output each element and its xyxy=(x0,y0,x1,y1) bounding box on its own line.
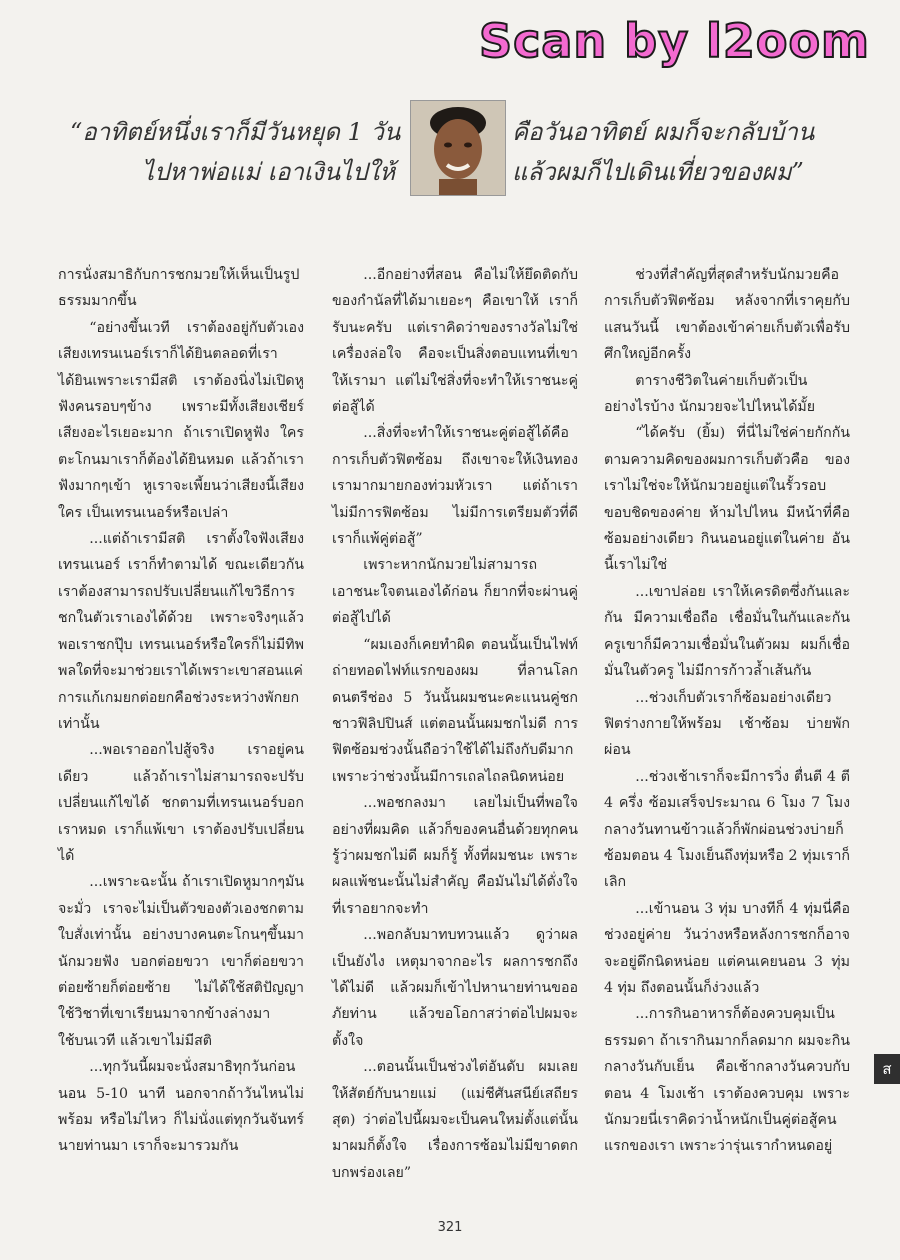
page-number: 321 xyxy=(437,1220,463,1235)
paragraph: ...ช่วงเช้าเราก็จะมีการวิ่ง ตื่นตี 4 ตี 4 ครึ่ง ซ้อมเสร็จประมาณ 6 โมง 7 โมง กลางวันทานข้าวแล้วก็พักผ่อนช่วงบ่ายก็ซ้อมตอน 4 โมงเย็นถึงทุ่มหรือ 2 ทุ่มเราก็เลิก xyxy=(604,768,850,891)
paragraph: ...เพราะฉะนั้น ถ้าเราเปิดหูมากๆมันจะมั่ว เราจะไม่เป็นตัวของตัวเองชกตามใบสั่งเท่านั้น อย่างบางคนตะโกนๆขึ้นมา นักมวยฟัง บอกต่อยขวา เขาก็ต่อยขวา ต่อยซ้ายก็ต่อยซ้าย ไม่ได้ใช้สติปัญญา ใช้วิชาที่เขาเรียนมาจากข้างล่างมาใช้บนเวที แล้วเขาไม่มีสติ xyxy=(58,874,304,1049)
text-column-2 xyxy=(332,262,578,1186)
pull-quote-line-2-left: ไปหาพ่อแม่ เอาเงินไปให้ xyxy=(142,158,396,186)
paragraph: การนั่งสมาธิกับการชกมวยให้เห็นเป็นรูปธรรมมากขึ้น xyxy=(58,267,300,310)
paragraph: ตารางชีวิตในค่ายเก็บตัวเป็นอย่างไรบ้าง นักมวยจะไปไหนได้มั้ย xyxy=(604,372,816,416)
portrait-illustration xyxy=(411,101,505,195)
paragraph: ...อีกอย่างที่สอน คือไม่ให้ยึดติดกับของกำนัลที่ได้มาเยอะๆ คือเขาให้ เราก็รับนะครับ แต่เราคิดว่าของรางวัลไม่ใช่เครื่องล่อใจ คือจะเป็นสิ่งตอบแทนที่เขาให้เรามา แต่ไม่ใช่สิ่งที่จะทำให้เราชนะคู่ต่อสู้ได้ xyxy=(332,267,578,416)
paragraph: ...พอกลับมาทบทวนแล้ว ดูว่าผลเป็นยังไง เหตุมาจากอะไร ผลการชกถึงได้ไม่ดี แล้วผมก็เข้าไปหานายท่านขออภัยท่าน แล้วขอโอกาสว่าต่อไปผมจะตั้งใจ xyxy=(332,927,578,1049)
scan-watermark: Scan by l2oom xyxy=(478,14,870,68)
paragraph: ...สิ่งที่จะทำให้เราชนะคู่ต่อสู้ได้คือการเก็บตัวฟิตซ้อม ถึงเขาจะให้เงินทองเรามากมายกองท่วมหัวเรา แต่ถ้าเราไม่มีการฟิตซ้อม ไม่มีการเตรียมตัวที่ดี เราก็แพ้คู่ต่อสู้” xyxy=(332,425,578,548)
paragraph: ...ตอนนั้นเป็นช่วงไต่อันดับ ผมเลยให้สัตย์กับนายแม่ (แม่ชีศันสนีย์เสถียรสุต) ว่าต่อไปนี้ผมจะเป็นคนใหม่ตั้งแต่นั้นมาผมก็ตั้งใจ เรื่องการซ้อมไม่มีขาดตกบกพร่องเลย” xyxy=(332,1059,578,1181)
boxer-portrait-photo xyxy=(410,100,506,196)
paragraph: “อย่างขึ้นเวที เราต้องอยู่กับตัวเอง เสียงเทรนเนอร์เราก็ได้ยินตลอดที่เราได้ยินเพราะเรามีสติ เราต้องนิ่งไม่เปิดหูฟังคนรอบๆข้าง เพราะมีทั้งเสียงเชียร์เสียงอะไรเยอะมาก ถ้าเราเปิดหูฟัง ใครตะโกนมาเราก็ต้องได้ยินหมด แล้วถ้าเราฟังมากๆเข้า หูเราจะเพี้ยนว่าเสียงนี้เสียงใคร เป็นเทรนเนอร์หรือเปล่า xyxy=(58,319,304,521)
paragraph: ...แต่ถ้าเรามีสติ เราตั้งใจฟังเสียงเทรนเนอร์ เราก็ทำตามได้ ขณะเดียวกัน เราต้องสามารถปรับเปลี่ยนแก้ไขวิธีการชกในตัวเราเองได้ด้วย เพราะจริงๆแล้วพอเราชกปุ๊บ เทรนเนอร์หรือใครก็ไม่มีทิพพลใดที่จะมาช่วยเราได้เพราะเขาสอนแค่การแก้เกมยกต่อยกคือช่วงระหว่างพักยกเท่านั้น xyxy=(58,531,304,732)
pull-quote-line-1-right: คือวันอาทิตย์ ผมก็จะกลับบ้าน xyxy=(512,118,815,146)
paragraph: “ได้ครับ (ยิ้ม) ที่นี่ไม่ใช่ค่ายกักกันตามความคิดของผมการเก็บตัวคือ ของเราไม่ใช่จะให้นักมวยอยู่แต่ในรั้วรอบขอบชิดของค่าย ห้ามไปไหน มีหน้าที่คือซ้อมอย่างเดียว กินนอนอยู่แต่ในค่าย อันนี้เราไม่ใช่ xyxy=(604,425,850,574)
section-tab: ส xyxy=(874,1054,900,1084)
paragraph: ...การกินอาหารก็ต้องควบคุมเป็นธรรมดา ถ้าเรากินมากก็ลดมาก ผมจะกินกลางวันกับเย็น คือเช้ากลางวันควบกับตอน 4 โมงเช้า เราต้องควบคุม เพราะนักมวยนี่เราคิดว่าน้ำหนักเป็นคู่ต่อสู้คนแรกของเรา เพราะว่ารุ่นเรากำหนดอยู่ xyxy=(604,1006,850,1155)
paragraph: ...ช่วงเก็บตัวเราก็ซ้อมอย่างเดียวฟิตร่างกายให้พร้อม เช้าซ้อม บ่ายพักผ่อน xyxy=(604,689,850,759)
pull-quote-line-2-right: แล้วผมก็ไปเดินเที่ยวของผม” xyxy=(512,158,804,186)
text-column-3 xyxy=(604,262,850,1160)
paragraph: ...เข้านอน 3 ทุ่ม บางทีก็ 4 ทุ่มนี่คือช่วงอยู่ค่าย วันว่างหรือหลังการชกก็อาจจะอยู่ดึกนิดหน่อย แต่คนเคยนอน 3 ทุ่ม 4 ทุ่ม ถึงตอนนั้นก็ง่วงแล้ว xyxy=(604,900,850,996)
pull-quote-line-1-left: “อาทิตย์หนึ่งเราก็มีวันหยุด 1 วัน xyxy=(70,118,401,146)
paragraph: ...พอเราออกไปสู้จริง เราอยู่คนเดียว แล้วถ้าเราไม่สามารถจะปรับเปลี่ยนแก้ไขได้ ชกตามที่เทรนเนอร์บอกเราหมด เราก็แพ้เขา เราต้องปรับเปลี่ยนได้ xyxy=(58,742,304,864)
text-column-1 xyxy=(58,262,304,1160)
paragraph: ...พอชกลงมา เลยไม่เป็นที่พอใจอย่างที่ผมคิด แล้วก็ของคนอื่นด้วยทุกคนรู้ว่าผมชกไม่ดี ผมก็รู้ ทั้งที่ผมชนะ เพราะผลแพ้ชนะนั้นไม่สำคัญ คือมันไม่ได้ดั่งใจที่เราอยากจะทำ xyxy=(332,795,578,917)
paragraph: ...เขาปล่อย เราให้เครดิตซึ่งกันและกัน มีความเชื่อถือ เชื่อมั่นในกันและกัน ครูเขาก็มีความเชื่อมั่นในตัวผม ผมก็เชื่อมั่นในตัวครู ไม่มีการก้าวล้ำเส้นกัน xyxy=(604,583,850,680)
paragraph: ...ทุกวันนี้ผมจะนั่งสมาธิทุกวันก่อนนอน 5-10 นาที นอกจากถ้าวันไหนไม่พร้อม หรือไม่ไหว ก็ไม่นั่งแต่ทุกวันจันทร์นายท่านมา เราก็จะมารวมกัน xyxy=(58,1059,304,1155)
paragraph: เพราะหากนักมวยไม่สามารถเอาชนะใจตนเองได้ก่อน ก็ยากที่จะผ่านคู่ต่อสู้ไปได้ xyxy=(332,557,578,627)
paragraph: “ผมเองก็เคยทำผิด ตอนนั้นเป็นไฟท์ถ่ายทอดไฟท์แรกของผม ที่ลานโลกดนตรีช่อง 5 วันนั้นผมชนะคะแนนคู่ชกชาวฟิลิปปินส์ แต่ตอนนั้นผมชกไม่ดี การฟิตซ้อมช่วงนั้นถือว่าใช้ได้ไม่ถึงกับดีมาก เพราะว่าช่วงนั้นมีการเถลไถลนิดหน่อย xyxy=(332,636,578,785)
paragraph: ช่วงที่สำคัญที่สุดสำหรับนักมวยคือการเก็บตัวฟิตซ้อม หลังจากที่เราคุยกับแสนวันนี้ เขาต้องเข้าค่ายเก็บตัวเพื่อรับศึกใหญ่อีกครั้ง xyxy=(604,267,850,363)
